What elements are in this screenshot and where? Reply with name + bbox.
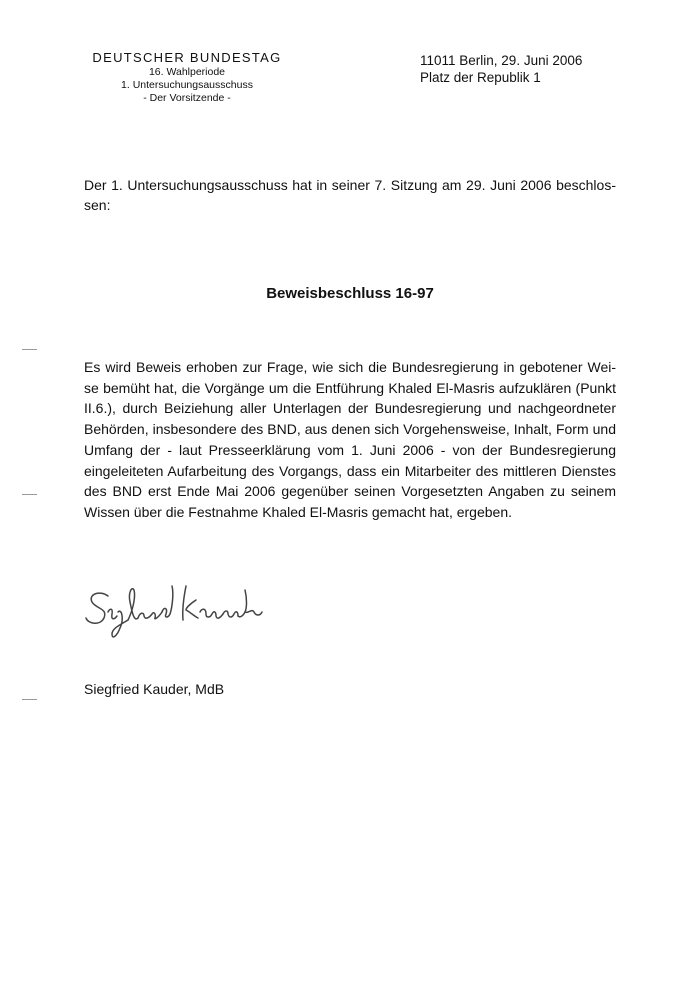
letterhead-period: 16. Wahlperiode bbox=[148, 66, 226, 78]
signature-icon bbox=[82, 578, 272, 646]
letterhead bbox=[84, 50, 290, 105]
letterhead-org: DEUTSCHER BUNDESTAG bbox=[92, 50, 282, 65]
resolution-heading: Beweisbeschluss 16-97 bbox=[266, 285, 434, 302]
fold-mark-middle bbox=[22, 494, 37, 495]
signer-name: Siegfried Kauder, MdB bbox=[84, 681, 225, 697]
letterhead-role: - Der Vorsitzende - bbox=[143, 92, 231, 104]
fold-mark-top bbox=[22, 349, 37, 350]
address-block bbox=[420, 52, 582, 86]
address-date-line: 11011 Berlin, 29. Juni 2006 bbox=[420, 53, 583, 68]
intro-paragraph: Der 1. Untersuchungsausschuss hat in seiner 7. Sitzung am 29. Juni 2006 beschlos-sen: bbox=[84, 177, 616, 213]
fold-mark-bottom bbox=[22, 699, 37, 700]
letterhead-committee: 1. Untersuchungsausschuss bbox=[121, 79, 253, 91]
resolution-body: Es wird Beweis erhoben zur Frage, wie sich die Bundesregierung in gebotener Wei-se bemüht hat, die Vorgänge um die Entführung Khaled El-Masris aufzuklären (Punkt II.6.), durch Beiziehung aller Unterlagen der Bundesregierung und nachgeordneter Behörden, insbesondere des BND, aus denen sich Vorgehensweise, Inhalt, Form und Umfang der - laut Presseerklärung vom 1. Juni 2006 - von der Bundesregierung eingeleiteten Aufarbeitung des Vorgangs, dass ein Mitarbeiter des mittleren Dienstes des BND erst Ende Mai 2006 gegenüber seinen Vorgesetzten Angaben zu seinem Wissen über die Festnahme Khaled El-Masris gemacht hat, ergeben. bbox=[84, 359, 616, 520]
address-street-line: Platz der Republik 1 bbox=[420, 70, 541, 85]
